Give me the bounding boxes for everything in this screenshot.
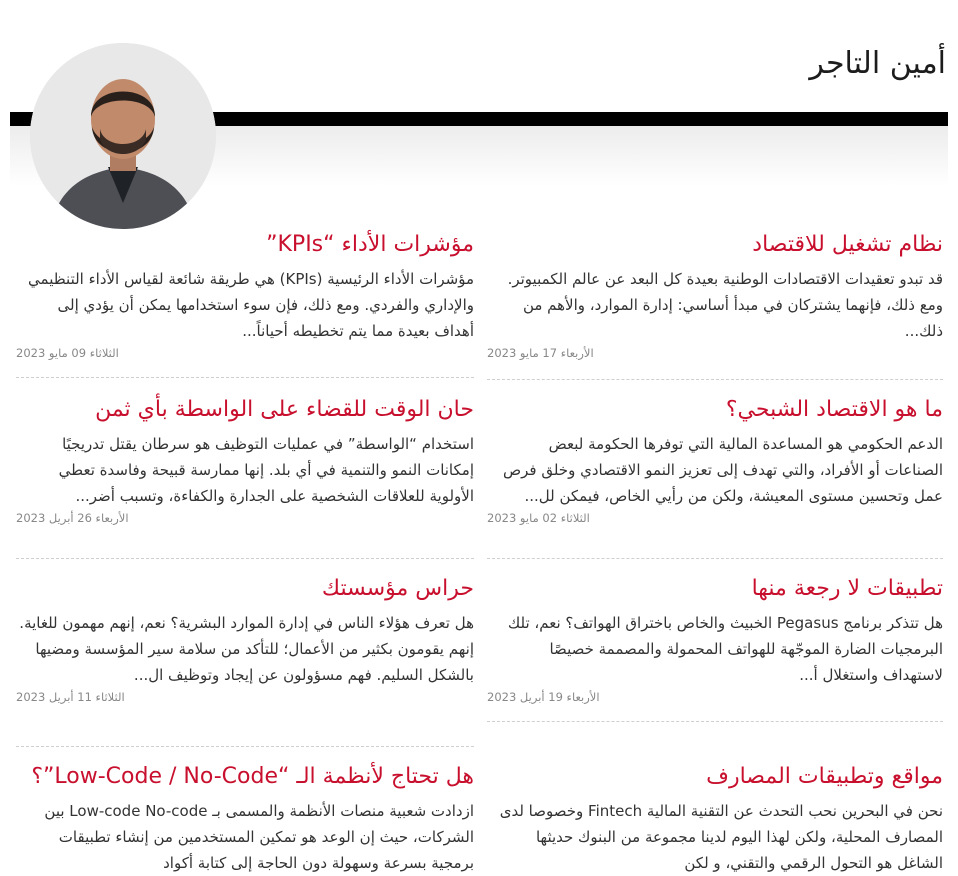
article-excerpt: ازدادت شعبية منصات الأنظمة والمسمى بـ Low-code No-code بين الشركات، حيث إن الوعد هو تمكين المستخدمين من إنشاء تطبيقات برمجية بسرعة وسهولة دون الحاجة إلى كتابة أكواد [44, 802, 474, 872]
author-header [0, 0, 958, 230]
article-card[interactable] [487, 230, 943, 360]
article-date: الثلاثاء 09 مايو 2023 [16, 346, 119, 360]
article-title[interactable]: مؤشرات الأداء “KPIs” [266, 232, 474, 257]
article-date: الثلاثاء 02 مايو 2023 [487, 511, 590, 525]
author-photo-icon [30, 43, 216, 229]
article-card[interactable] [16, 230, 474, 360]
article-card[interactable] [16, 762, 474, 876]
article-excerpt: هل تتذكر برنامج Pegasus الخبيث والخاص باختراق الهواتف؟ نعم، تلك البرمجيات الضارة الموجّهة للهواتف المحمولة والمصممة خصيصًا لاستهداف واستغلال أ... [507, 614, 943, 684]
article-excerpt: هل تعرف هؤلاء الناس في إدارة الموارد البشرية؟ نعم، إنهم مهمون للغاية. إنهم يقومون بكثير من الأعمال؛ للتأكد من سلامة سير المؤسسة ومضيها بالشكل السليم. فهم مسؤولون عن إيجاد وتوظيف ال... [19, 614, 474, 684]
article-excerpt: نحن في البحرين نحب التحدث عن التقنية المالية Fintech وخصوصا لدى المصارف المحلية، ولكن لهذا اليوم لدينا مجموعة من البنوك حديثها الشاغل هو التحول الرقمي والتقني، و لكن [499, 802, 943, 872]
article-excerpt: مؤشرات الأداء الرئيسية (KPIs) هي طريقة شائعة لقياس الأداء التنظيمي والإداري والفردي. ومع ذلك، فإن سوء استخدامها يمكن أن يؤدي إلى أهداف بعيدة مما يتم تخطيطه أحياناً... [28, 270, 474, 340]
divider [16, 746, 474, 747]
article-date: الثلاثاء 11 أبريل 2023 [16, 690, 125, 704]
article-title[interactable]: مواقع وتطبيقات المصارف [706, 764, 943, 789]
author-avatar[interactable] [30, 43, 216, 229]
article-card[interactable] [487, 395, 943, 525]
author-name: أمين التاجر [809, 46, 946, 81]
article-excerpt: استخدام “الواسطة” في عمليات التوظيف هو سرطان يقتل تدريجيًا إمكانات النمو والتنمية في أي بلد. إنها ممارسة قبيحة وفاسدة تعطي الأولوية للعلاقات الشخصية على الجدارة والكفاءة، وتسبب أضر... [58, 435, 474, 505]
article-title[interactable]: حراس مؤسستك [321, 576, 474, 601]
article-card[interactable] [16, 395, 474, 525]
divider [16, 377, 474, 378]
article-excerpt: قد تبدو تعقيدات الاقتصادات الوطنية بعيدة كل البعد عن عالم الكمبيوتر. ومع ذلك، فإنهما يشتركان في مبدأ أساسي: إدارة الموارد، والأهم من ذلك... [507, 270, 943, 340]
article-title[interactable]: حان الوقت للقضاء على الواسطة بأي ثمن [95, 397, 474, 422]
article-title[interactable]: ما هو الاقتصاد الشبحي؟ [725, 397, 943, 422]
article-date: الأربعاء 26 أبريل 2023 [16, 511, 129, 525]
divider [487, 558, 943, 559]
divider [16, 558, 474, 559]
article-card[interactable] [16, 574, 474, 704]
divider [487, 721, 943, 722]
divider [487, 379, 943, 380]
article-date: الأربعاء 19 أبريل 2023 [487, 690, 600, 704]
article-excerpt: الدعم الحكومي هو المساعدة المالية التي توفرها الحكومة لبعض الصناعات أو الأفراد، والتي تهدف إلى تعزيز النمو الاقتصادي وخلق فرص عمل وتحسين مستوى المعيشة، ولكن من رأيي الخاص، فيمكن لل... [502, 435, 943, 505]
article-card[interactable] [487, 762, 943, 876]
article-card[interactable] [487, 574, 943, 704]
article-title[interactable]: تطبيقات لا رجعة منها [751, 576, 943, 601]
article-title[interactable]: نظام تشغيل للاقتصاد [752, 232, 943, 257]
article-title[interactable]: هل تحتاج لأنظمة الـ “Low-Code / No-Code”؟ [31, 764, 474, 789]
article-date: الأربعاء 17 مايو 2023 [487, 346, 594, 360]
